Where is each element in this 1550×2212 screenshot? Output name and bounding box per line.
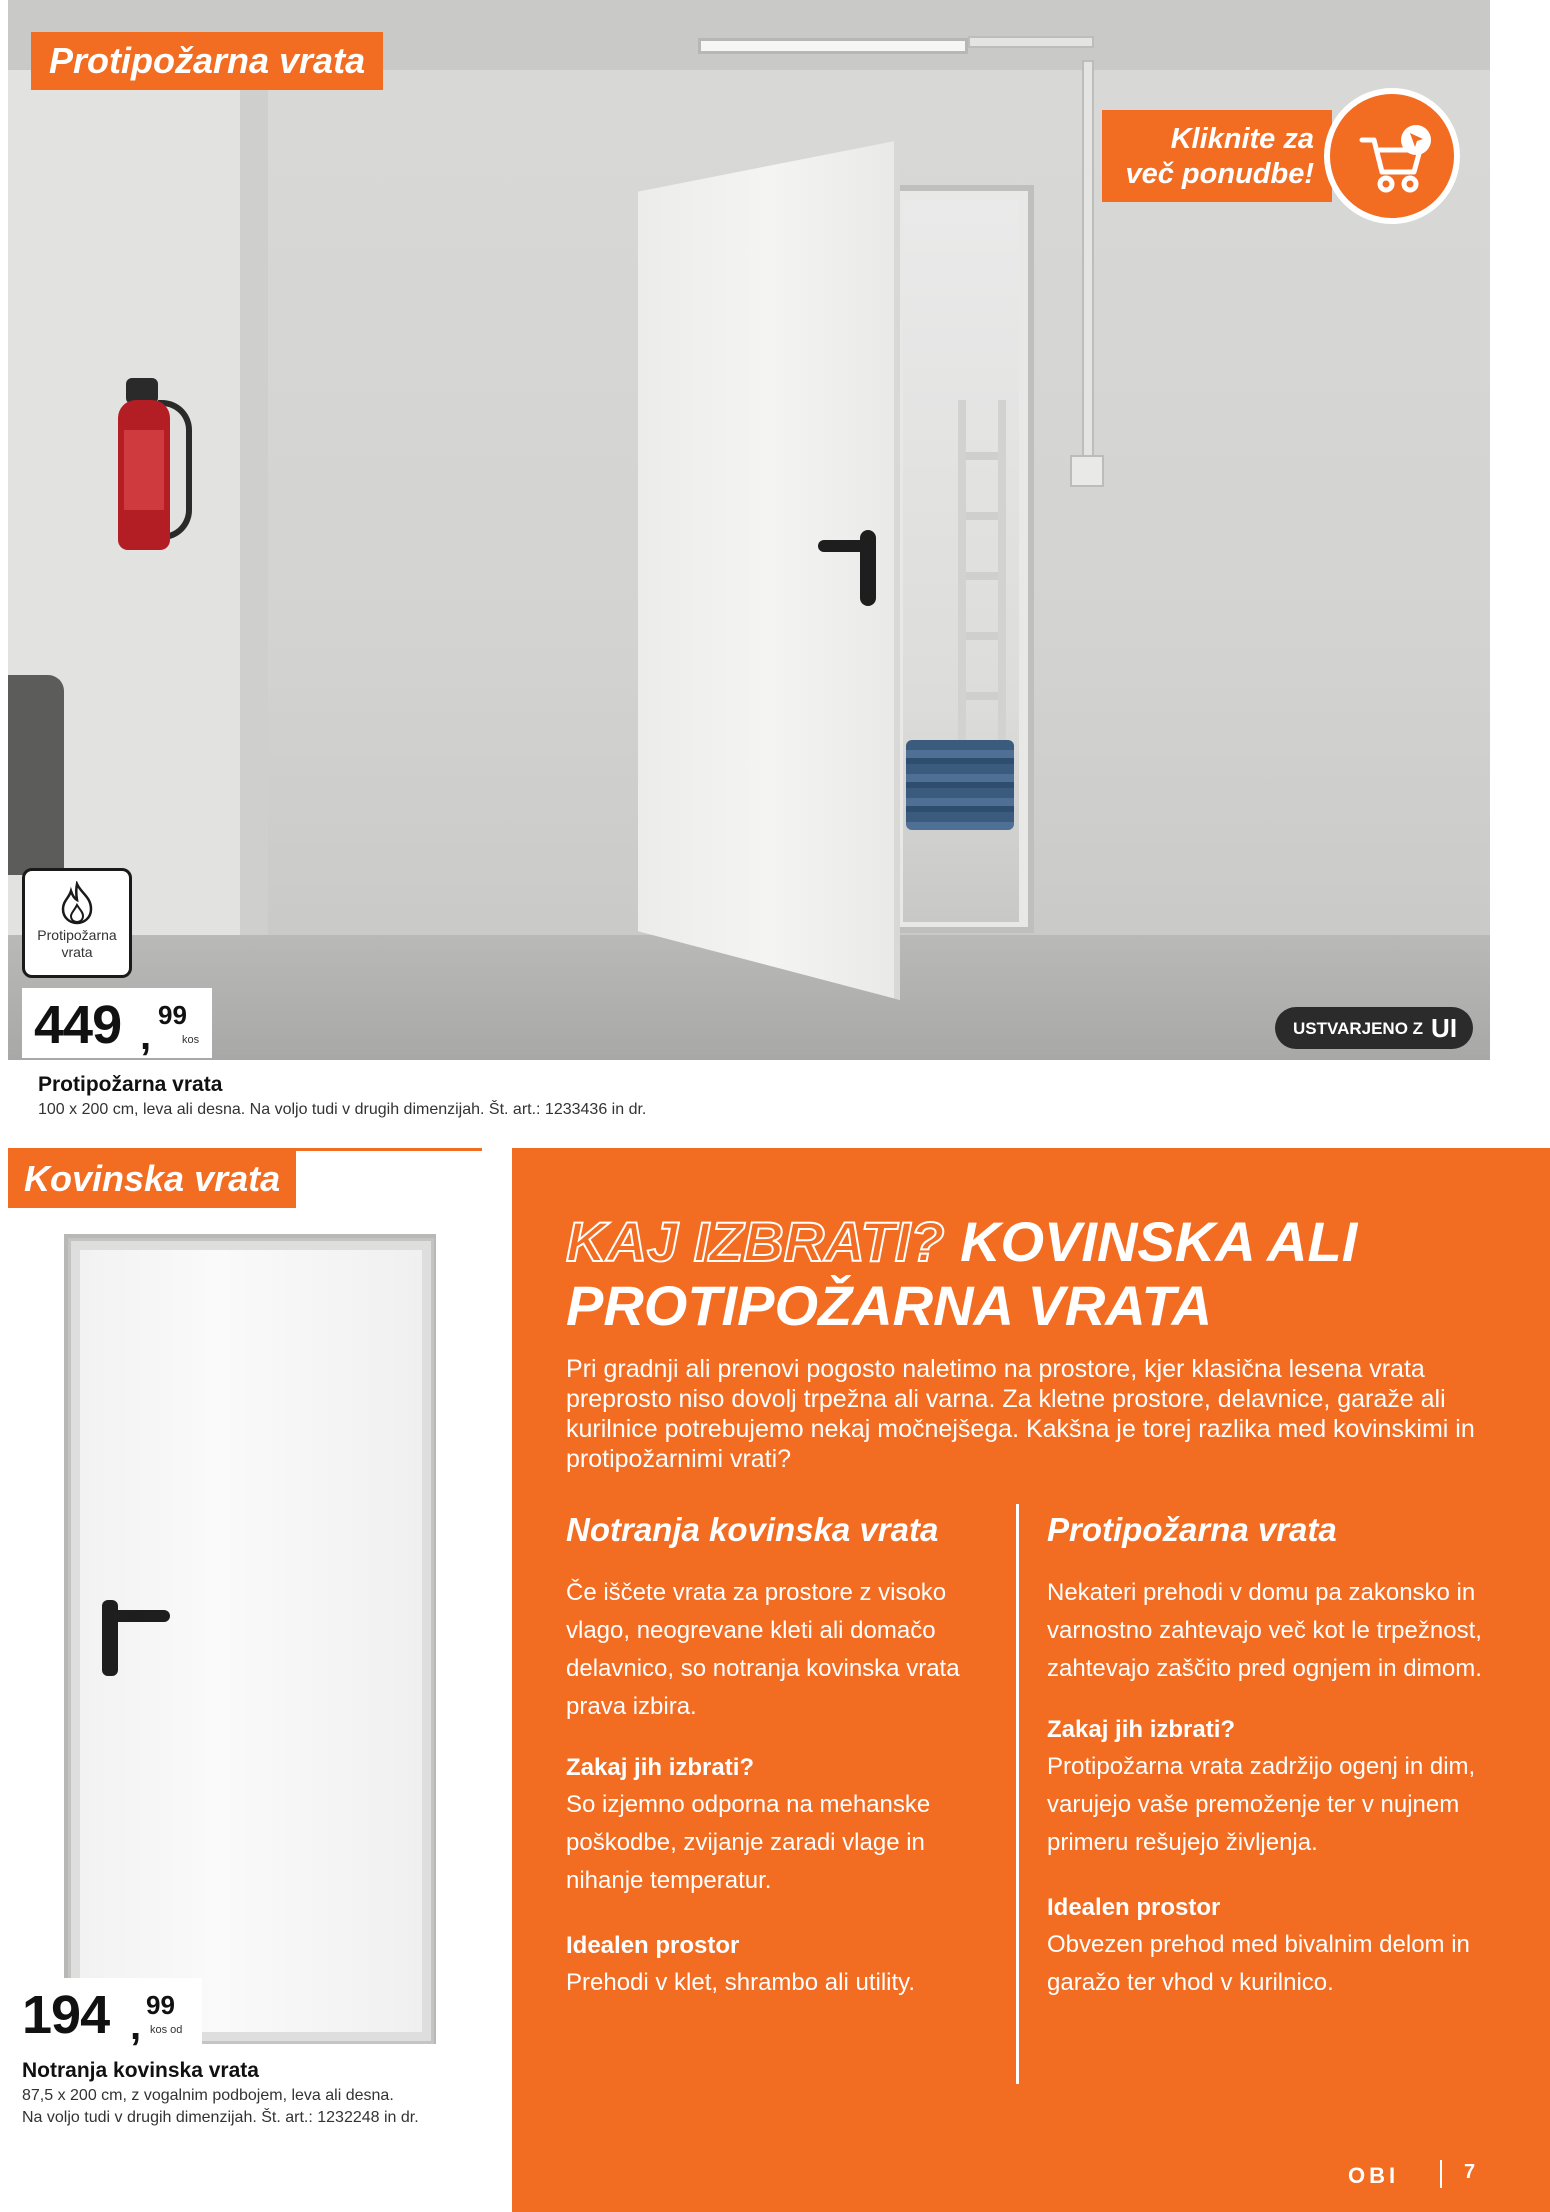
price-main: 449 bbox=[34, 995, 122, 1055]
fire-door-price bbox=[22, 988, 212, 1058]
metal-door-leaf bbox=[80, 1250, 422, 2032]
more-offers-line2: več ponudbe! bbox=[1125, 158, 1314, 190]
fire-door-place-title: Idealen prostor bbox=[1047, 1894, 1221, 1921]
footer-separator bbox=[1440, 2160, 1442, 2188]
product2-desc-line1: 87,5 x 200 cm, z vogalnim podbojem, leva ali desna. bbox=[22, 2087, 394, 2104]
wall-switch bbox=[1070, 455, 1104, 487]
badge-label-line2: vrata bbox=[61, 944, 93, 960]
chair bbox=[8, 675, 64, 875]
ai-mark: UI bbox=[1431, 1013, 1458, 1043]
panel-heading-outline: KAJ IZBRATI? bbox=[566, 1210, 945, 1273]
price-main: 194 bbox=[22, 1985, 110, 2045]
ai-created-badge bbox=[1275, 1007, 1473, 1049]
cart-pointer-icon bbox=[1356, 120, 1434, 198]
more-offers-banner[interactable] bbox=[1102, 110, 1332, 202]
column-divider bbox=[1016, 1504, 1019, 2084]
price-cents: 99 bbox=[158, 1000, 187, 1030]
kovinska-category-tag: Kovinska vrata bbox=[8, 1150, 296, 1208]
fire-door-title: Protipožarna vrata bbox=[1047, 1511, 1337, 1548]
metal-door-column bbox=[566, 1510, 1006, 2002]
metal-door-place-title: Idealen prostor bbox=[566, 1932, 740, 1959]
panel-heading-line2: PROTIPOŽARNA VRATA bbox=[566, 1274, 1213, 1337]
fire-door-column bbox=[1047, 1510, 1487, 2002]
metal-door-title: Notranja kovinska vrata bbox=[566, 1511, 939, 1548]
obi-logo: OBI bbox=[1348, 2163, 1400, 2188]
wall-corner bbox=[240, 70, 268, 950]
price-cents: 99 bbox=[146, 1990, 175, 2020]
blankets bbox=[906, 740, 1014, 830]
more-offers-line1: Kliknite za bbox=[1170, 123, 1314, 155]
product1-desc: 100 x 200 cm, leva ali desna. Na voljo tudi v drugih dimenzijah. Št. art.: 1233436 in dr. bbox=[38, 1101, 647, 1118]
fire-door-why-title: Zakaj jih izbrati? bbox=[1047, 1716, 1236, 1743]
extinguisher-label bbox=[124, 430, 164, 510]
fire-door-place-text: Obvezen prehod med bivalnim delom in garažo ter vhod v kurilnico. bbox=[1047, 1931, 1470, 1996]
conduit-vertical bbox=[1082, 60, 1094, 470]
ladder bbox=[958, 400, 1006, 760]
price-unit: kos bbox=[182, 1034, 200, 1046]
hero-category-tag: Protipožarna vrata bbox=[31, 32, 383, 90]
conduit-horizontal bbox=[968, 36, 1094, 48]
price-comma: , bbox=[140, 1014, 152, 1058]
ai-label: USTVARJENO Z bbox=[1293, 1019, 1424, 1038]
fire-door-why-text: Protipožarna vrata zadržijo ogenj in dim, varujejo vaše premoženje ter v nujnem primeru rešujejo življenja. bbox=[1047, 1753, 1476, 1856]
product2-name: Notranja kovinska vrata bbox=[22, 2059, 259, 2082]
fire-door-text: Nekateri prehodi v domu pa zakonsko in varnostno zahtevajo več kot le trpežnost, zahtevajo zaščito pred ognjem in dimom. bbox=[1047, 1579, 1482, 1682]
product1-name: Protipožarna vrata bbox=[38, 1073, 223, 1096]
page-number: 7 bbox=[1464, 2161, 1476, 2183]
fire-door-badge bbox=[22, 868, 132, 978]
product2-desc-line2: Na voljo tudi v drugih dimenzijah. Št. art.: 1232248 in dr. bbox=[22, 2109, 419, 2126]
more-offers-button[interactable] bbox=[1324, 88, 1460, 224]
comparison-panel bbox=[512, 1148, 1550, 2212]
panel-heading bbox=[566, 1210, 1526, 1338]
door-handle bbox=[818, 540, 874, 552]
metal-door-handle bbox=[104, 1610, 170, 1622]
metal-door-why-title: Zakaj jih izbrati? bbox=[566, 1754, 755, 1781]
metal-door-place-text: Prehodi v klet, shrambo ali utility. bbox=[566, 1969, 916, 1996]
price-comma: , bbox=[130, 2004, 142, 2048]
panel-intro: Pri gradnji ali prenovi pogosto naletimo na prostore, kjer klasična lesena vrata preprosto niso dovolj trpežna ali varna. Za kletne prostore, delavnice, garaže ali kurilnice potrebujemo nekaj močnejšega. Kakšna je torej razlika med kovinskimi in protipožarnimi vrati? bbox=[566, 1355, 1475, 1473]
ceiling-light bbox=[698, 38, 968, 54]
metal-door-price bbox=[8, 1978, 202, 2048]
metal-door-text: Če iščete vrata za prostore z visoko vlago, neogrevane kleti ali domačo delavnico, so notranja kovinska vrata prava izbira. bbox=[566, 1579, 960, 1720]
metal-door-why-text: So izjemno odporna na mehanske poškodbe, zvijanje zaradi vlage in nihanje temperatur. bbox=[566, 1791, 931, 1894]
price-unit: kos od bbox=[150, 2024, 183, 2036]
badge-label-line1: Protipožarna bbox=[37, 927, 117, 943]
panel-heading-rest: KOVINSKA ALI bbox=[960, 1210, 1358, 1273]
flame-icon bbox=[57, 881, 97, 925]
